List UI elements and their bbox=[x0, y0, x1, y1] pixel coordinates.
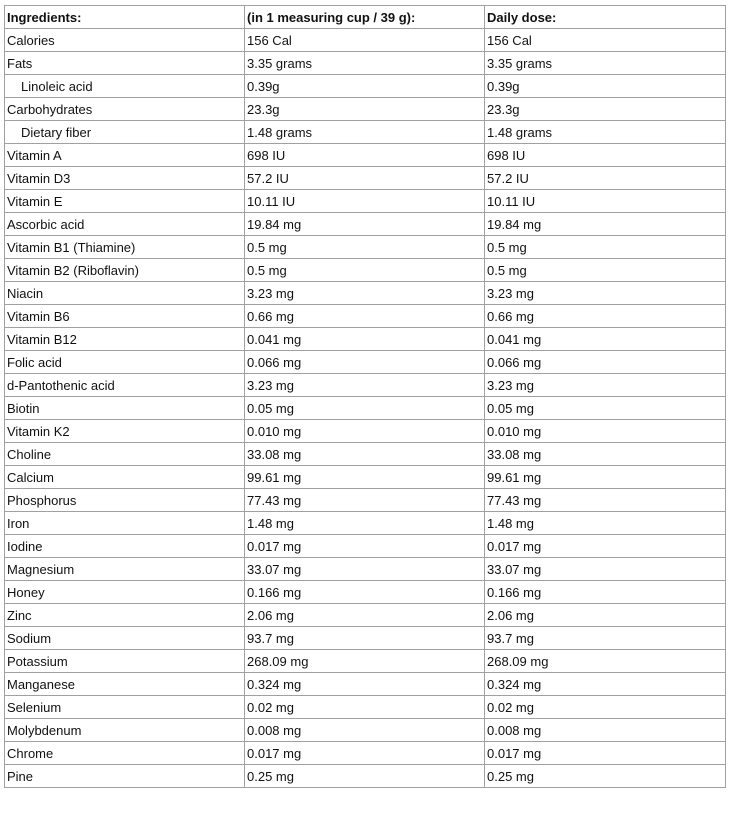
amount-per-cup-cell: 93.7 mg bbox=[245, 627, 485, 650]
table-row bbox=[5, 98, 726, 121]
table-row bbox=[5, 52, 726, 75]
amount-per-cup-cell: 0.017 mg bbox=[245, 535, 485, 558]
ingredient-name-cell: Choline bbox=[5, 443, 245, 466]
daily-dose-cell: 0.25 mg bbox=[485, 765, 726, 788]
amount-per-cup-cell: 0.010 mg bbox=[245, 420, 485, 443]
daily-dose-cell: 0.05 mg bbox=[485, 397, 726, 420]
ingredient-name-cell: Iodine bbox=[5, 535, 245, 558]
daily-dose-cell: 23.3g bbox=[485, 98, 726, 121]
amount-per-cup-cell: 0.017 mg bbox=[245, 742, 485, 765]
daily-dose-cell: 10.11 IU bbox=[485, 190, 726, 213]
table-row bbox=[5, 581, 726, 604]
amount-per-cup-cell: 0.166 mg bbox=[245, 581, 485, 604]
table-row bbox=[5, 673, 726, 696]
daily-dose-cell: 0.5 mg bbox=[485, 259, 726, 282]
table-row bbox=[5, 75, 726, 98]
amount-per-cup-cell: 0.02 mg bbox=[245, 696, 485, 719]
ingredient-name-cell: Fats bbox=[5, 52, 245, 75]
daily-dose-cell: 156 Cal bbox=[485, 29, 726, 52]
amount-per-cup-cell: 268.09 mg bbox=[245, 650, 485, 673]
table-row bbox=[5, 282, 726, 305]
daily-dose-cell: 0.017 mg bbox=[485, 742, 726, 765]
daily-dose-cell: 3.35 grams bbox=[485, 52, 726, 75]
table-row bbox=[5, 742, 726, 765]
amount-per-cup-cell: 33.08 mg bbox=[245, 443, 485, 466]
ingredient-name-cell: Calories bbox=[5, 29, 245, 52]
amount-per-cup-cell: 156 Cal bbox=[245, 29, 485, 52]
daily-dose-cell: 99.61 mg bbox=[485, 466, 726, 489]
header-daily-dose: Daily dose: bbox=[485, 6, 726, 29]
daily-dose-cell: 0.66 mg bbox=[485, 305, 726, 328]
table-row bbox=[5, 29, 726, 52]
table-row bbox=[5, 213, 726, 236]
daily-dose-cell: 77.43 mg bbox=[485, 489, 726, 512]
amount-per-cup-cell: 0.66 mg bbox=[245, 305, 485, 328]
table-row bbox=[5, 328, 726, 351]
ingredient-name-cell: Manganese bbox=[5, 673, 245, 696]
nutrition-table bbox=[4, 5, 726, 788]
ingredient-name-cell: Carbohydrates bbox=[5, 98, 245, 121]
daily-dose-cell: 3.23 mg bbox=[485, 374, 726, 397]
table-row bbox=[5, 604, 726, 627]
table-row bbox=[5, 558, 726, 581]
amount-per-cup-cell: 0.5 mg bbox=[245, 236, 485, 259]
table-row bbox=[5, 374, 726, 397]
amount-per-cup-cell: 2.06 mg bbox=[245, 604, 485, 627]
daily-dose-cell: 0.324 mg bbox=[485, 673, 726, 696]
ingredient-name-cell: Vitamin B6 bbox=[5, 305, 245, 328]
table-row bbox=[5, 305, 726, 328]
amount-per-cup-cell: 33.07 mg bbox=[245, 558, 485, 581]
table-row bbox=[5, 351, 726, 374]
ingredient-name-cell: Vitamin D3 bbox=[5, 167, 245, 190]
daily-dose-cell: 0.010 mg bbox=[485, 420, 726, 443]
daily-dose-cell: 698 IU bbox=[485, 144, 726, 167]
table-row bbox=[5, 190, 726, 213]
amount-per-cup-cell: 57.2 IU bbox=[245, 167, 485, 190]
table-row bbox=[5, 466, 726, 489]
ingredient-name-cell: Dietary fiber bbox=[5, 121, 245, 144]
ingredient-name-cell: Calcium bbox=[5, 466, 245, 489]
daily-dose-cell: 1.48 mg bbox=[485, 512, 726, 535]
ingredient-name-cell: Selenium bbox=[5, 696, 245, 719]
daily-dose-cell: 268.09 mg bbox=[485, 650, 726, 673]
table-body bbox=[5, 29, 726, 788]
table-row bbox=[5, 420, 726, 443]
daily-dose-cell: 0.008 mg bbox=[485, 719, 726, 742]
table-row bbox=[5, 397, 726, 420]
ingredient-name-cell: Folic acid bbox=[5, 351, 245, 374]
ingredient-name-cell: d-Pantothenic acid bbox=[5, 374, 245, 397]
table-row bbox=[5, 121, 726, 144]
amount-per-cup-cell: 698 IU bbox=[245, 144, 485, 167]
table-row bbox=[5, 535, 726, 558]
amount-per-cup-cell: 19.84 mg bbox=[245, 213, 485, 236]
ingredient-name-cell: Honey bbox=[5, 581, 245, 604]
ingredient-name-cell: Vitamin K2 bbox=[5, 420, 245, 443]
amount-per-cup-cell: 0.25 mg bbox=[245, 765, 485, 788]
table-row bbox=[5, 719, 726, 742]
daily-dose-cell: 93.7 mg bbox=[485, 627, 726, 650]
amount-per-cup-cell: 0.05 mg bbox=[245, 397, 485, 420]
ingredient-name-cell: Vitamin B1 (Thiamine) bbox=[5, 236, 245, 259]
daily-dose-cell: 0.041 mg bbox=[485, 328, 726, 351]
ingredient-name-cell: Sodium bbox=[5, 627, 245, 650]
ingredient-name-cell: Magnesium bbox=[5, 558, 245, 581]
daily-dose-cell: 0.017 mg bbox=[485, 535, 726, 558]
ingredient-name-cell: Vitamin A bbox=[5, 144, 245, 167]
amount-per-cup-cell: 0.39g bbox=[245, 75, 485, 98]
header-ingredients: Ingredients: bbox=[5, 6, 245, 29]
daily-dose-cell: 0.066 mg bbox=[485, 351, 726, 374]
daily-dose-cell: 0.166 mg bbox=[485, 581, 726, 604]
ingredient-name-cell: Phosphorus bbox=[5, 489, 245, 512]
table-row bbox=[5, 167, 726, 190]
ingredient-name-cell: Vitamin B12 bbox=[5, 328, 245, 351]
ingredient-name-cell: Chrome bbox=[5, 742, 245, 765]
amount-per-cup-cell: 99.61 mg bbox=[245, 466, 485, 489]
ingredient-name-cell: Vitamin B2 (Riboflavin) bbox=[5, 259, 245, 282]
daily-dose-cell: 3.23 mg bbox=[485, 282, 726, 305]
daily-dose-cell: 0.5 mg bbox=[485, 236, 726, 259]
ingredient-name-cell: Ascorbic acid bbox=[5, 213, 245, 236]
daily-dose-cell: 33.08 mg bbox=[485, 443, 726, 466]
ingredient-name-cell: Niacin bbox=[5, 282, 245, 305]
header-amount-per-cup: (in 1 measuring cup / 39 g): bbox=[245, 6, 485, 29]
table-row bbox=[5, 259, 726, 282]
amount-per-cup-cell: 0.008 mg bbox=[245, 719, 485, 742]
table-row bbox=[5, 512, 726, 535]
table-row bbox=[5, 489, 726, 512]
table-row bbox=[5, 443, 726, 466]
amount-per-cup-cell: 3.35 grams bbox=[245, 52, 485, 75]
daily-dose-cell: 1.48 grams bbox=[485, 121, 726, 144]
table-row bbox=[5, 650, 726, 673]
amount-per-cup-cell: 10.11 IU bbox=[245, 190, 485, 213]
ingredient-name-cell: Potassium bbox=[5, 650, 245, 673]
daily-dose-cell: 0.39g bbox=[485, 75, 726, 98]
table-row bbox=[5, 696, 726, 719]
ingredient-name-cell: Iron bbox=[5, 512, 245, 535]
amount-per-cup-cell: 23.3g bbox=[245, 98, 485, 121]
amount-per-cup-cell: 0.5 mg bbox=[245, 259, 485, 282]
amount-per-cup-cell: 3.23 mg bbox=[245, 282, 485, 305]
ingredient-name-cell: Linoleic acid bbox=[5, 75, 245, 98]
table-header-row bbox=[5, 6, 726, 29]
daily-dose-cell: 0.02 mg bbox=[485, 696, 726, 719]
daily-dose-cell: 2.06 mg bbox=[485, 604, 726, 627]
ingredient-name-cell: Molybdenum bbox=[5, 719, 245, 742]
table-row bbox=[5, 627, 726, 650]
amount-per-cup-cell: 0.041 mg bbox=[245, 328, 485, 351]
amount-per-cup-cell: 1.48 mg bbox=[245, 512, 485, 535]
ingredient-name-cell: Pine bbox=[5, 765, 245, 788]
daily-dose-cell: 33.07 mg bbox=[485, 558, 726, 581]
daily-dose-cell: 19.84 mg bbox=[485, 213, 726, 236]
daily-dose-cell: 57.2 IU bbox=[485, 167, 726, 190]
table-row bbox=[5, 144, 726, 167]
amount-per-cup-cell: 1.48 grams bbox=[245, 121, 485, 144]
ingredient-name-cell: Zinc bbox=[5, 604, 245, 627]
table-row bbox=[5, 765, 726, 788]
amount-per-cup-cell: 77.43 mg bbox=[245, 489, 485, 512]
table-row bbox=[5, 236, 726, 259]
ingredient-name-cell: Vitamin E bbox=[5, 190, 245, 213]
ingredient-name-cell: Biotin bbox=[5, 397, 245, 420]
amount-per-cup-cell: 0.066 mg bbox=[245, 351, 485, 374]
amount-per-cup-cell: 3.23 mg bbox=[245, 374, 485, 397]
amount-per-cup-cell: 0.324 mg bbox=[245, 673, 485, 696]
